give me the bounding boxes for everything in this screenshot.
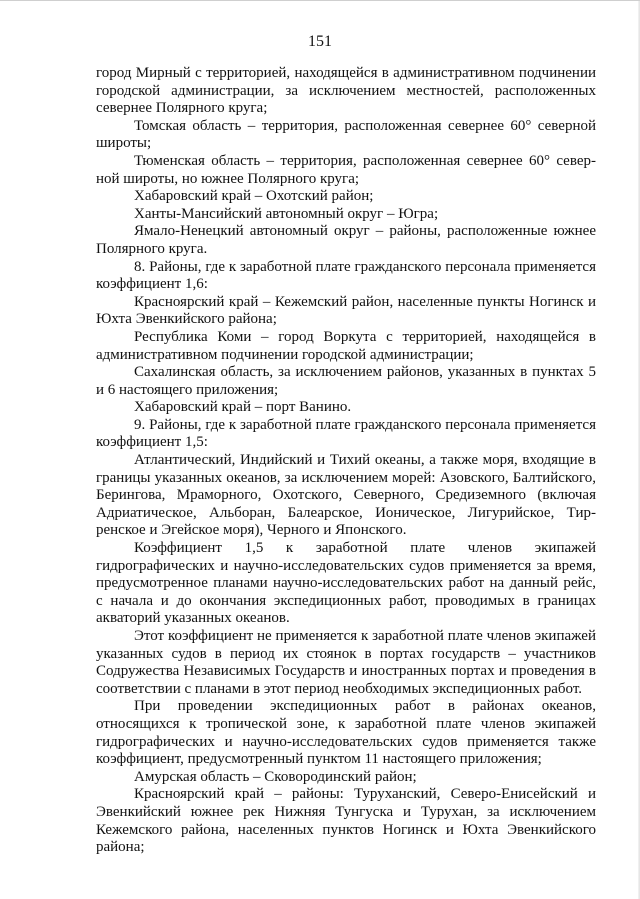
paragraph-13: Атлантический, Индийский и Тихий океаны, а также моря, входящие в границы указанных океанов, за исключением морей: Азовского, Балтийского, Берингова, Мраморного, Охотского, Северного, Средиземного (включая Адриатическое, Альборан, Балеарское, Ионическое, Лигурийское, Тирренское и Эгейское моря), Черного и Японского. [96, 452, 596, 539]
paragraph-1: город Мирный с территорией, находящейся в административном подчинении городской администрации, за исключением местностей, расположенных севернее Полярного круга; [96, 65, 596, 117]
paragraph-4: Хабаровский край – Охотский район; [134, 188, 374, 205]
paragraph-9: Республика Коми – город Воркута с территорией, находящейся в административном подчинении городской администрации; [96, 328, 596, 363]
paragraph-2: Томская область – территория, расположенная севернее 60° северной широты; [96, 117, 596, 152]
paragraph-15: Этот коэффициент не применяется к заработной плате членов экипажей указанных судов в период их стоянок в портах государств – участников Содружества Независимых Государств и иностранных портах и проведения в соответствии с планами в этот период необходимых экспедиционных работ. [96, 628, 596, 697]
paragraph-18: Красноярский край – районы: Туруханский, Северо-Енисейский и Эвенкийский южнее рек Нижняя Тунгуска и Турухан, за исключением Кежемского района, населенных пунктов Ногинск и Юхта Эвенкийского района; [96, 786, 596, 856]
paragraph-12: 9. Районы, где к заработной плате гражданского персонала применяется коэффициент 1,5: [96, 416, 596, 451]
paragraph-17: Амурская область – Сковородинский район; [134, 768, 417, 785]
paragraph-3: Тюменская область – территория, расположенная севернее 60° северной широты, но южнее Полярного круга; [96, 152, 596, 187]
paragraph-11: Хабаровский край – порт Ванино. [134, 399, 352, 416]
paragraph-7: 8. Районы, где к заработной плате гражданского персонала применяется коэффициент 1,6: [96, 258, 596, 293]
paragraph-6: Ямало-Ненецкий автономный округ – районы, расположенные южнее Полярного круга. [96, 223, 596, 257]
paragraph-8: Красноярский край – Кежемский район, населенные пункты Ногинск и Юхта Эвенкийского района; [96, 293, 596, 328]
paragraph-5: Ханты-Мансийский автономный округ – Югра; [134, 205, 439, 222]
paragraph-10: Сахалинская область, за исключением районов, указанных в пунктах 5 и 6 настоящего приложения; [96, 364, 596, 398]
paragraph-14: Коэффициент 1,5 к заработной плате членов экипажей гидрографических и научно-исследовательских судов применяется за время, предусмотренное планами научно-исследовательских работ на данный рейс, с начала и до окончания экспедиционных работ, проводимых в границах акваторий указанных океанов. [96, 540, 596, 627]
paragraph-16: При проведении экспедиционных работ в районах океанов, относящихся к тропической зоне, к заработной плате членов экипажей гидрографических и научно-исследовательских судов применяется также коэффициент, предусмотренный пунктом 11 настоящего приложения; [96, 698, 596, 768]
page-number: 151 [308, 33, 332, 50]
document-body [96, 65, 596, 857]
